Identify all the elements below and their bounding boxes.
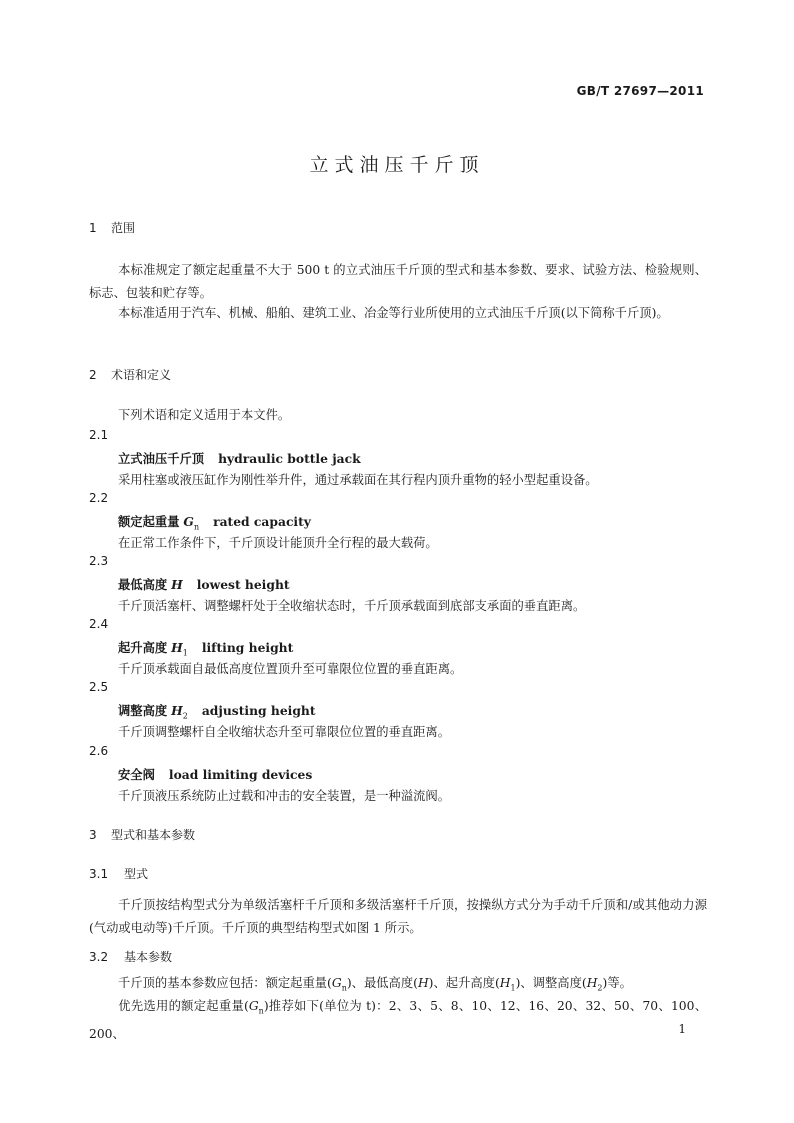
- math-symbol: H: [499, 976, 511, 990]
- term-definition: 千斤顶承载面自最低高度位置顶升至可靠限位位置的垂直距离。: [118, 662, 463, 676]
- section-1-paragraph-2: [89, 302, 707, 325]
- subsection-title: 型式: [124, 867, 149, 881]
- paragraph-text: 千斤顶按结构型式分为单级活塞杆千斤顶和多级活塞杆千斤顶，按操纵方式分为手动千斤顶和/或其他动力源(气动或电动等)千斤顶。千斤顶的典型结构型式如图 1 所示。: [89, 898, 707, 935]
- standard-code: GB/T 27697—2011: [576, 84, 704, 98]
- math-symbol: G: [331, 976, 342, 990]
- term-english: lifting height: [201, 640, 294, 655]
- term-symbol-subscript: n: [193, 522, 200, 532]
- document-title: 立式油压千斤顶: [309, 154, 485, 176]
- math-subscript: 1: [510, 983, 516, 993]
- section-number: 2: [89, 368, 97, 382]
- term-chinese: 额定起重量: [118, 515, 180, 529]
- term-english: load limiting devices: [168, 767, 313, 782]
- math-symbol: G: [248, 999, 259, 1013]
- section-number: 1: [89, 221, 97, 235]
- section-title: 术语和定义: [111, 368, 172, 382]
- term-chinese: 起升高度: [118, 641, 168, 655]
- term-definition: 千斤顶活塞杆、调整螺杆处于全收缩状态时，千斤顶承载面到底部支承面的垂直距离。: [118, 599, 586, 613]
- paragraph-text: )、调整高度(: [515, 976, 587, 990]
- page-number: 1: [678, 1022, 686, 1036]
- term-english: hydraulic bottle jack: [218, 451, 361, 466]
- paragraph-text: 本标准适用于汽车、机械、船舶、建筑工业、冶金等行业所使用的立式油压千斤顶(以下简称千斤顶)。: [118, 306, 669, 320]
- math-symbol: H: [417, 976, 429, 990]
- term-chinese: 调整高度: [118, 704, 168, 718]
- section-number: 3: [89, 828, 97, 842]
- term-chinese: 立式油压千斤顶: [118, 452, 205, 466]
- paragraph-text: 下列术语和定义适用于本文件。: [118, 408, 291, 422]
- term-definition: 在正常工作条件下，千斤顶设计能顶升全行程的最大载荷。: [118, 536, 438, 550]
- paragraph-text: )、起升高度(: [428, 976, 500, 990]
- term-chinese: 安全阀: [118, 768, 155, 782]
- paragraph-text: 优先选用的额定起重量(: [118, 999, 249, 1013]
- math-subscript: 2: [597, 983, 603, 993]
- section-2-intro: [89, 404, 707, 427]
- term-chinese: 最低高度: [118, 578, 168, 592]
- math-symbol: H: [586, 976, 598, 990]
- term-symbol: H: [171, 703, 183, 718]
- clause-number: 2.6: [89, 744, 109, 758]
- section-title: 范围: [111, 221, 136, 235]
- subsection-3-2-paragraph-2: [89, 995, 707, 1045]
- paragraph-text: 本标准规定了额定起重量不大于 500 t 的立式油压千斤顶的型式和基本参数、要求、试验方法、检验规则、标志、包装和贮存等。: [89, 263, 707, 300]
- section-title: 型式和基本参数: [111, 828, 196, 842]
- term-entry: [118, 638, 293, 657]
- section-2-heading: [89, 366, 171, 383]
- term-entry: [118, 512, 311, 531]
- term-entry: [118, 575, 290, 593]
- section-1-paragraph-1: [89, 259, 707, 304]
- clause-number: 2.3: [89, 554, 109, 568]
- paragraph-text: 千斤顶的基本参数应包括：额定起重量(: [118, 976, 332, 990]
- clause-number: 2.4: [89, 617, 109, 631]
- clause-number: 2.1: [89, 428, 109, 442]
- term-definition: 千斤顶液压系统防止过载和冲击的安全装置，是一种溢流阀。: [118, 789, 451, 803]
- subsection-3-1-paragraph: [89, 894, 707, 939]
- clause-number: 2.5: [89, 680, 109, 694]
- term-english: adjusting height: [201, 703, 316, 718]
- math-subscript: n: [258, 1006, 264, 1016]
- term-symbol-subscript: 1: [182, 648, 188, 658]
- term-english: lowest height: [196, 577, 290, 592]
- term-entry: [118, 765, 312, 783]
- term-english: rated capacity: [213, 514, 311, 529]
- clause-number: 2.2: [89, 491, 109, 505]
- subsection-3-1-heading: [89, 865, 148, 882]
- math-subscript: n: [341, 983, 347, 993]
- paragraph-text: )推荐如下(单位为 t)：2、3、5、8、10、12、16、20、32、50、70、100、200、: [89, 999, 707, 1041]
- subsection-3-2-heading: [89, 948, 172, 965]
- term-symbol: H: [171, 577, 183, 592]
- paragraph-text: )、最低高度(: [346, 976, 418, 990]
- term-symbol: G: [183, 514, 194, 529]
- term-definition: 千斤顶调整螺杆自全收缩状态升至可靠限位位置的垂直距离。: [118, 725, 451, 739]
- term-entry: [118, 449, 361, 467]
- section-1-heading: [89, 219, 135, 236]
- term-entry: [118, 701, 316, 720]
- section-3-heading: [89, 826, 195, 843]
- subsection-number: 3.2: [89, 950, 109, 964]
- paragraph-text: )等。: [602, 976, 632, 990]
- subsection-number: 3.1: [89, 867, 109, 881]
- subsection-title: 基本参数: [124, 950, 173, 964]
- term-symbol: H: [171, 640, 183, 655]
- term-symbol-subscript: 2: [182, 711, 188, 721]
- term-definition: 采用柱塞或液压缸作为刚性举升件，通过承载面在其行程内顶升重物的轻小型起重设备。: [118, 473, 598, 487]
